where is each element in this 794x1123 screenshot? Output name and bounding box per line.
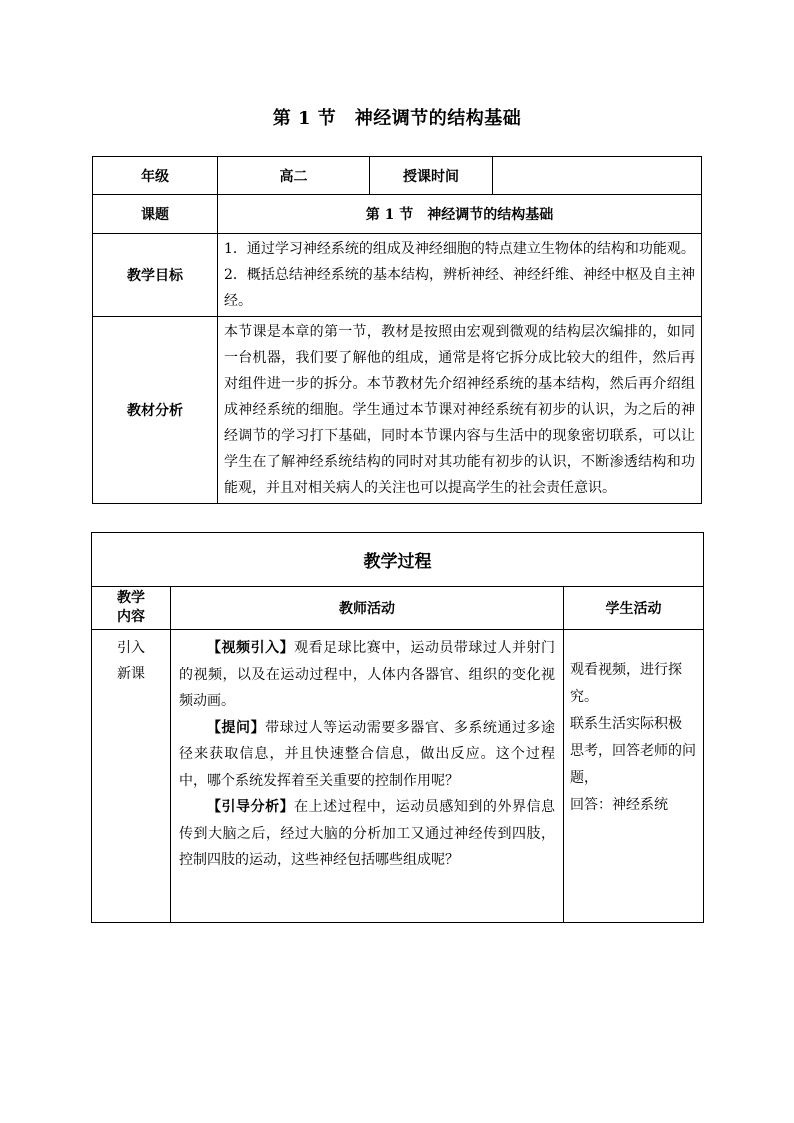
- lesson-info-table: [92, 156, 702, 504]
- content-header-line: 内容: [117, 609, 145, 625]
- content-header-line: 教学: [117, 590, 145, 606]
- stage-line: 引入: [117, 640, 145, 656]
- topic-row: [93, 195, 702, 234]
- analysis-label: 教材分析: [93, 317, 218, 504]
- goals-cell: [218, 234, 702, 317]
- stage-line: 新课: [117, 666, 145, 682]
- grade-label: 年级: [93, 157, 218, 195]
- student-line: 思考，回答老师的问: [570, 743, 696, 759]
- topic-value: 第 1 节 神经调节的结构基础: [218, 195, 702, 234]
- teacher-paragraph: [179, 635, 555, 715]
- activity-tag: 【提问】: [207, 719, 266, 736]
- student-line: 题，: [570, 770, 598, 786]
- activity-text: 带球过人等运动需要多器官、多系统通过多途径来获取信息，并且快速整合信息，做出反应。这个过程中，哪个系统发挥着至关重要的控制作用呢？: [179, 719, 556, 789]
- student-line: 观看视频，进行探究。: [570, 662, 682, 705]
- teacher-column-header: 教师活动: [171, 587, 564, 630]
- teacher-paragraph: [179, 715, 555, 795]
- teacher-paragraph: [179, 794, 555, 874]
- content-column-header: [92, 587, 171, 630]
- goals-label: 教学目标: [93, 234, 218, 317]
- process-title-row: [92, 533, 704, 587]
- stage-label: [92, 630, 171, 923]
- grade-value: 高二: [218, 157, 370, 195]
- activity-text: 在上述过程中，运动员感知到的外界信息传到大脑之后，经过大脑的分析加工又通过神经传到四肢，控制四肢的运动，这些神经包括哪些组成呢？: [179, 799, 556, 868]
- process-title: 教学过程: [92, 533, 704, 587]
- class-time-label: 授课时间: [370, 157, 493, 195]
- student-activity: [564, 630, 704, 923]
- activity-tag: 【引导分析】: [207, 799, 295, 815]
- goals-row: [93, 234, 702, 317]
- grade-row: [93, 157, 702, 195]
- activity-tag: 【视频引入】: [207, 640, 295, 656]
- process-row: [92, 630, 704, 923]
- page-title: 第 1 节 神经调节的结构基础: [272, 108, 522, 129]
- goal-item: 1．通过学习神经系统的组成及神经细胞的特点建立生物体的结构和功能观。: [224, 241, 695, 257]
- activity-text: 观看足球比赛中，运动员带球过人并射门的视频，以及在运动过程中，人体内各器官、组织的变化视频动画。: [179, 640, 556, 709]
- teacher-activity: [171, 630, 564, 923]
- student-line: 联系生活实际积极: [570, 716, 682, 732]
- analysis-row: [93, 317, 702, 504]
- topic-label: 课题: [93, 195, 218, 234]
- analysis-text: 本节课是本章的第一节，教材是按照由宏观到微观的结构层次编排的，如同一台机器，我们要了解他的组成，通常是将它拆分成比较大的组件，然后再对组件进一步的拆分。本节教材先介绍神经系统的基本结构，然后再介绍组成神经系统的细胞。学生通过本节课对神经系统有初步的认识，为之后的神经调节的学习打下基础，同时本节课内容与生活中的现象密切联系，可以让学生在了解神经系统结构的同时对其功能有初步的认识，不断渗透结构和功能观，并且对相关病人的关注也可以提高学生的社会责任意识。: [218, 317, 702, 504]
- teaching-process-table: [91, 532, 704, 923]
- student-line: 回答：神经系统: [570, 797, 668, 813]
- class-time-value: [493, 157, 702, 195]
- goal-item: 2．概括总结神经系统的基本结构，辨析神经、神经纤维、神经中枢及自主神经。: [224, 267, 695, 309]
- student-column-header: 学生活动: [564, 587, 704, 630]
- process-header-row: [92, 587, 704, 630]
